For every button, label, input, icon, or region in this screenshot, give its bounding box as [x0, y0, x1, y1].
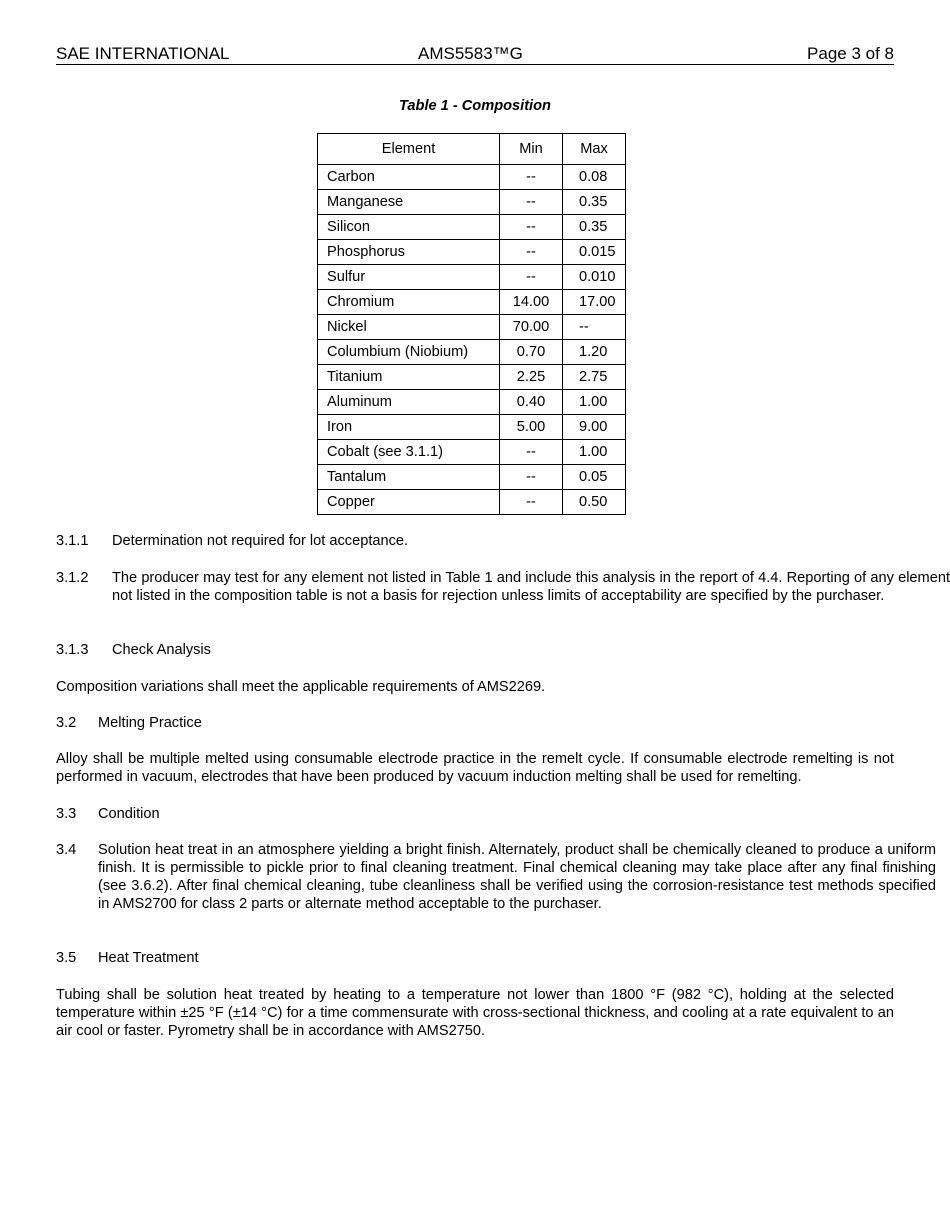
section-number: 3.1.1: [56, 533, 89, 549]
table-row: [318, 265, 626, 290]
min-cell: 2.25: [500, 365, 563, 390]
section-text: The producer may test for any element not listed in Table 1 and include this analysis in the report of 4.4. Reporting of any element not listed in the composition table is not a basis for rejection unless limits of acceptability are specified by the purchaser.: [112, 570, 950, 604]
table-row: [318, 215, 626, 240]
element-cell: Sulfur: [318, 265, 500, 290]
min-cell: --: [500, 490, 563, 515]
section-number: 3.3: [56, 806, 77, 822]
max-cell: 1.20: [563, 340, 626, 365]
section-title: Heat Treatment: [98, 950, 199, 966]
section-number: 3.1.3: [56, 642, 89, 658]
element-cell: Iron: [318, 415, 500, 440]
table-row: [318, 165, 626, 190]
section-title: Condition: [98, 806, 160, 822]
table-row: [318, 390, 626, 415]
section-3-2-heading: [56, 714, 936, 732]
section-3-3-heading: [56, 805, 936, 823]
section-3-5-heading: [56, 949, 936, 967]
table-header-row: [318, 134, 626, 165]
section-3-1-3-heading: [56, 641, 950, 659]
max-cell: 0.50: [563, 490, 626, 515]
element-cell: Nickel: [318, 315, 500, 340]
min-cell: --: [500, 465, 563, 490]
max-cell: 2.75: [563, 365, 626, 390]
max-cell: 0.35: [563, 215, 626, 240]
section-text: Solution heat treat in an atmosphere yielding a bright finish. Alternately, product shall be chemically cleaned to produce a uniform finish. It is permissible to pickle prior to final cleaning treatment. Final chemical cleaning may take place after any final finishing (see 3.6.2). After final chemical cleaning, tube cleanliness shall be verified using the corrosion-resistance test methods specified in AMS2700 for class 2 parts or alternate method acceptable to the purchaser.: [98, 842, 936, 912]
min-cell: --: [500, 440, 563, 465]
column-header-max: Max: [563, 134, 626, 165]
section-3-1-2: [56, 569, 950, 605]
element-cell: Tantalum: [318, 465, 500, 490]
min-cell: 5.00: [500, 415, 563, 440]
max-cell: 0.35: [563, 190, 626, 215]
section-text: Determination not required for lot acceptance.: [112, 533, 409, 549]
table-row: [318, 465, 626, 490]
section-3-4: [56, 841, 936, 913]
header-organization: SAE INTERNATIONAL: [56, 44, 230, 63]
element-cell: Titanium: [318, 365, 500, 390]
table-row: [318, 440, 626, 465]
min-cell: --: [500, 215, 563, 240]
paragraph-check-analysis: Composition variations shall meet the applicable requirements of AMS2269.: [56, 679, 546, 695]
section-number: 3.2: [56, 715, 77, 731]
column-header-element: Element: [318, 134, 500, 165]
min-cell: 14.00: [500, 290, 563, 315]
element-cell: Copper: [318, 490, 500, 515]
element-cell: Aluminum: [318, 390, 500, 415]
element-cell: Carbon: [318, 165, 500, 190]
max-cell: 0.05: [563, 465, 626, 490]
table-row: [318, 490, 626, 515]
section-title: Melting Practice: [98, 715, 202, 731]
table-row: [318, 240, 626, 265]
header-page-number: Page 3 of 8: [807, 44, 894, 63]
table-caption: Table 1 - Composition: [399, 98, 551, 114]
table-row: [318, 365, 626, 390]
section-number: 3.1.2: [56, 570, 89, 586]
element-cell: Manganese: [318, 190, 500, 215]
min-cell: --: [500, 240, 563, 265]
page-header: [56, 44, 894, 65]
table-row: [318, 315, 626, 340]
column-header-min: Min: [500, 134, 563, 165]
max-cell: 17.00: [563, 290, 626, 315]
table-row: [318, 340, 626, 365]
section-title: Check Analysis: [112, 642, 211, 658]
paragraph-melting-practice: Alloy shall be multiple melted using consumable electrode practice in the remelt cycle. If consumable electrode remelting is not performed in vacuum, electrodes that have been produced by vacuum induction melting shall be used for remelting.: [56, 751, 894, 785]
max-cell: 9.00: [563, 415, 626, 440]
element-cell: Chromium: [318, 290, 500, 315]
element-cell: Phosphorus: [318, 240, 500, 265]
min-cell: --: [500, 165, 563, 190]
element-cell: Cobalt (see 3.1.1): [318, 440, 500, 465]
max-cell: 0.08: [563, 165, 626, 190]
section-number: 3.5: [56, 950, 77, 966]
min-cell: 0.40: [500, 390, 563, 415]
max-cell: --: [563, 315, 626, 340]
max-cell: 1.00: [563, 390, 626, 415]
min-cell: --: [500, 190, 563, 215]
table-row: [318, 415, 626, 440]
section-number: 3.4: [56, 842, 77, 858]
max-cell: 0.010: [563, 265, 626, 290]
section-3-1-1: [56, 532, 950, 550]
paragraph-heat-treatment: Tubing shall be solution heat treated by heating to a temperature not lower than 1800 °F (982 °C), holding at the selected temperature within ±25 °F (±14 °C) for a time commensurate with cross-sectional thickness, and cooling at a rate equivalent to an air cool or faster. Pyrometry shall be in accordance with AMS2750.: [56, 987, 894, 1039]
max-cell: 0.015: [563, 240, 626, 265]
min-cell: 0.70: [500, 340, 563, 365]
element-cell: Columbium (Niobium): [318, 340, 500, 365]
table-row: [318, 190, 626, 215]
min-cell: 70.00: [500, 315, 563, 340]
max-cell: 1.00: [563, 440, 626, 465]
header-document-number: AMS5583™G: [418, 44, 523, 63]
table-row: [318, 290, 626, 315]
composition-table: [317, 133, 626, 515]
element-cell: Silicon: [318, 215, 500, 240]
min-cell: --: [500, 265, 563, 290]
